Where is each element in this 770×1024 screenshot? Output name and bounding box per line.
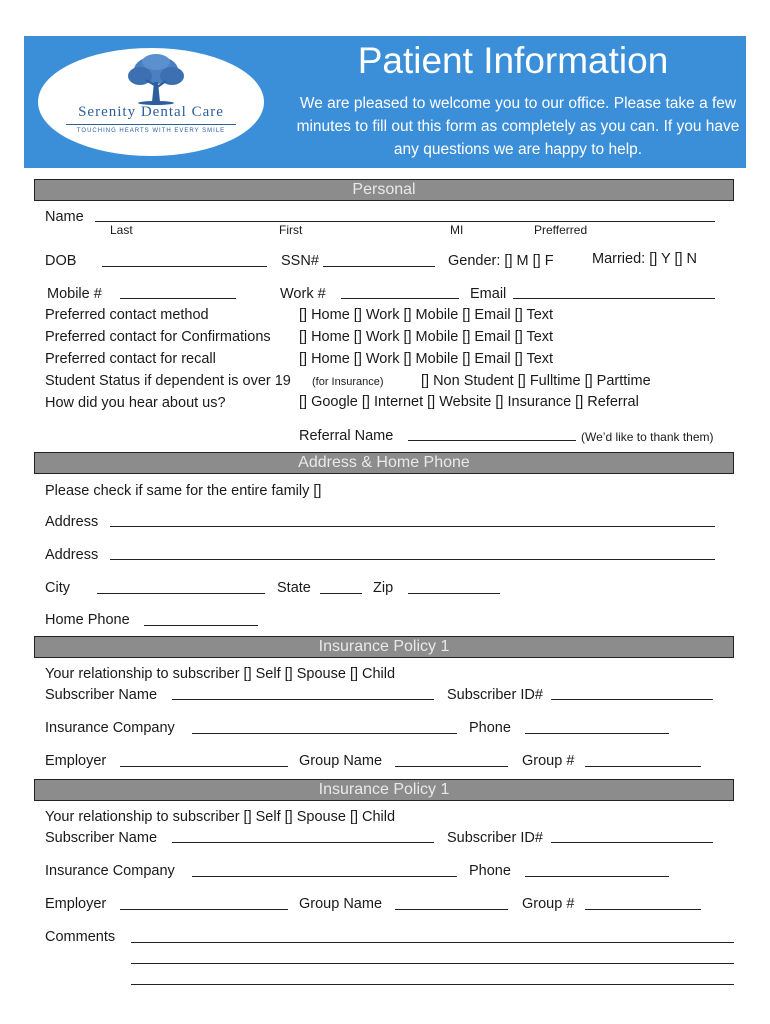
insurance-phone-label-1: Phone [469, 720, 511, 736]
subscriber-id-field-2[interactable] [551, 842, 713, 843]
home-phone-field[interactable] [144, 625, 258, 626]
same-family-checkbox[interactable]: Please check if same for the entire family [] [45, 483, 322, 499]
contact-confirm-label: Preferred contact for Confirmations [45, 329, 271, 345]
hear-about-label: How did you hear about us? [45, 395, 226, 411]
contact-method-options[interactable]: [] Home [] Work [] Mobile [] Email [] Text [299, 307, 554, 323]
comments-line-1[interactable] [131, 942, 734, 943]
city-field[interactable] [97, 593, 265, 594]
referral-name-field[interactable] [408, 440, 576, 441]
contact-method-label: Preferred contact method [45, 307, 209, 323]
group-name-label-2: Group Name [299, 896, 383, 912]
work-label: Work # [280, 286, 326, 302]
zip-label: Zip [373, 580, 394, 596]
logo [38, 48, 264, 156]
logo-name: Serenity Dental Care [78, 104, 224, 120]
name-field[interactable] [95, 221, 715, 222]
group-name-label-1: Group Name [299, 753, 383, 769]
gender-options[interactable]: Gender: [] M [] F [448, 253, 554, 269]
insurance-phone-field-1[interactable] [525, 733, 669, 734]
insurance-company-label-1: Insurance Company [45, 720, 175, 736]
email-label: Email [470, 286, 507, 302]
logo-divider [66, 124, 236, 125]
relationship-options-2[interactable]: Your relationship to subscriber [] Self [] Spouse [] Child [45, 809, 396, 825]
group-number-field-1[interactable] [585, 766, 701, 767]
city-label: City [45, 580, 70, 596]
group-number-label-2: Group # [522, 896, 575, 912]
student-status-options[interactable]: [] Non Student [] Fulltime [] Parttime [421, 373, 651, 389]
employer-label-1: Employer [45, 753, 107, 769]
insurance-phone-label-2: Phone [469, 863, 511, 879]
relationship-options-1[interactable]: Your relationship to subscriber [] Self [] Spouse [] Child [45, 666, 396, 682]
page-title: Patient Information [357, 40, 669, 81]
employer-field-2[interactable] [120, 909, 288, 910]
subscriber-name-field-1[interactable] [172, 699, 434, 700]
section-header-insurance-1: Insurance Policy 1 [34, 636, 734, 658]
mobile-label: Mobile # [47, 286, 102, 302]
name-sub-last: Last [110, 223, 133, 237]
group-name-field-2[interactable] [395, 909, 508, 910]
address1-label: Address [45, 514, 99, 530]
work-field[interactable] [341, 298, 459, 299]
group-number-field-2[interactable] [585, 909, 701, 910]
name-label: Name [45, 209, 84, 225]
mobile-field[interactable] [120, 298, 236, 299]
address2-label: Address [45, 547, 99, 563]
state-label: State [277, 580, 311, 596]
name-sub-mi: MI [450, 223, 464, 237]
contact-confirm-options[interactable]: [] Home [] Work [] Mobile [] Email [] Text [299, 329, 554, 345]
subscriber-name-label-2: Subscriber Name [45, 830, 158, 846]
insurance-company-label-2: Insurance Company [45, 863, 175, 879]
dob-field[interactable] [102, 266, 267, 267]
address1-field[interactable] [110, 526, 715, 527]
hear-about-options[interactable]: [] Google [] Internet [] Website [] Insurance [] Referral [299, 394, 639, 410]
zip-field[interactable] [408, 593, 500, 594]
subscriber-id-label-2: Subscriber ID# [447, 830, 543, 846]
group-name-field-1[interactable] [395, 766, 508, 767]
section-header-address: Address & Home Phone [34, 452, 734, 474]
subscriber-id-label-1: Subscriber ID# [447, 687, 543, 703]
insurance-company-field-1[interactable] [192, 733, 457, 734]
form-header [24, 36, 746, 168]
email-field[interactable] [513, 298, 715, 299]
comments-line-2[interactable] [131, 963, 734, 964]
group-number-label-1: Group # [522, 753, 575, 769]
name-sub-preferred: Prefferred [534, 223, 588, 237]
thank-note: (We’d like to thank them) [581, 430, 714, 444]
ssn-label: SSN# [281, 253, 319, 269]
insurance-phone-field-2[interactable] [525, 876, 669, 877]
contact-recall-label: Preferred contact for recall [45, 351, 216, 367]
comments-label: Comments [45, 929, 116, 945]
subscriber-name-label-1: Subscriber Name [45, 687, 158, 703]
home-phone-label: Home Phone [45, 612, 130, 628]
section-header-personal: Personal [34, 179, 734, 201]
state-field[interactable] [320, 593, 362, 594]
logo-tagline: TOUCHING HEARTS WITH EVERY SMILE [76, 128, 226, 134]
welcome-text: We are pleased to welcome you to our office. Please take a few minutes to fill out this form as completely as you can. If you have any questions we are happy to help. [296, 95, 740, 158]
for-insurance-note: (for Insurance) [312, 376, 384, 388]
married-options[interactable]: Married: [] Y [] N [592, 251, 698, 267]
comments-line-3[interactable] [131, 984, 734, 985]
name-sub-first: First [279, 223, 303, 237]
dob-label: DOB [45, 253, 77, 269]
employer-label-2: Employer [45, 896, 107, 912]
subscriber-id-field-1[interactable] [551, 699, 713, 700]
section-header-insurance-2: Insurance Policy 1 [34, 779, 734, 801]
employer-field-1[interactable] [120, 766, 288, 767]
student-status-label: Student Status if dependent is over 19 [45, 373, 291, 389]
insurance-company-field-2[interactable] [192, 876, 457, 877]
ssn-field[interactable] [323, 266, 435, 267]
referral-name-label: Referral Name [299, 428, 394, 444]
tree-icon [126, 52, 186, 106]
contact-recall-options[interactable]: [] Home [] Work [] Mobile [] Email [] Text [299, 351, 554, 367]
address2-field[interactable] [110, 559, 715, 560]
subscriber-name-field-2[interactable] [172, 842, 434, 843]
